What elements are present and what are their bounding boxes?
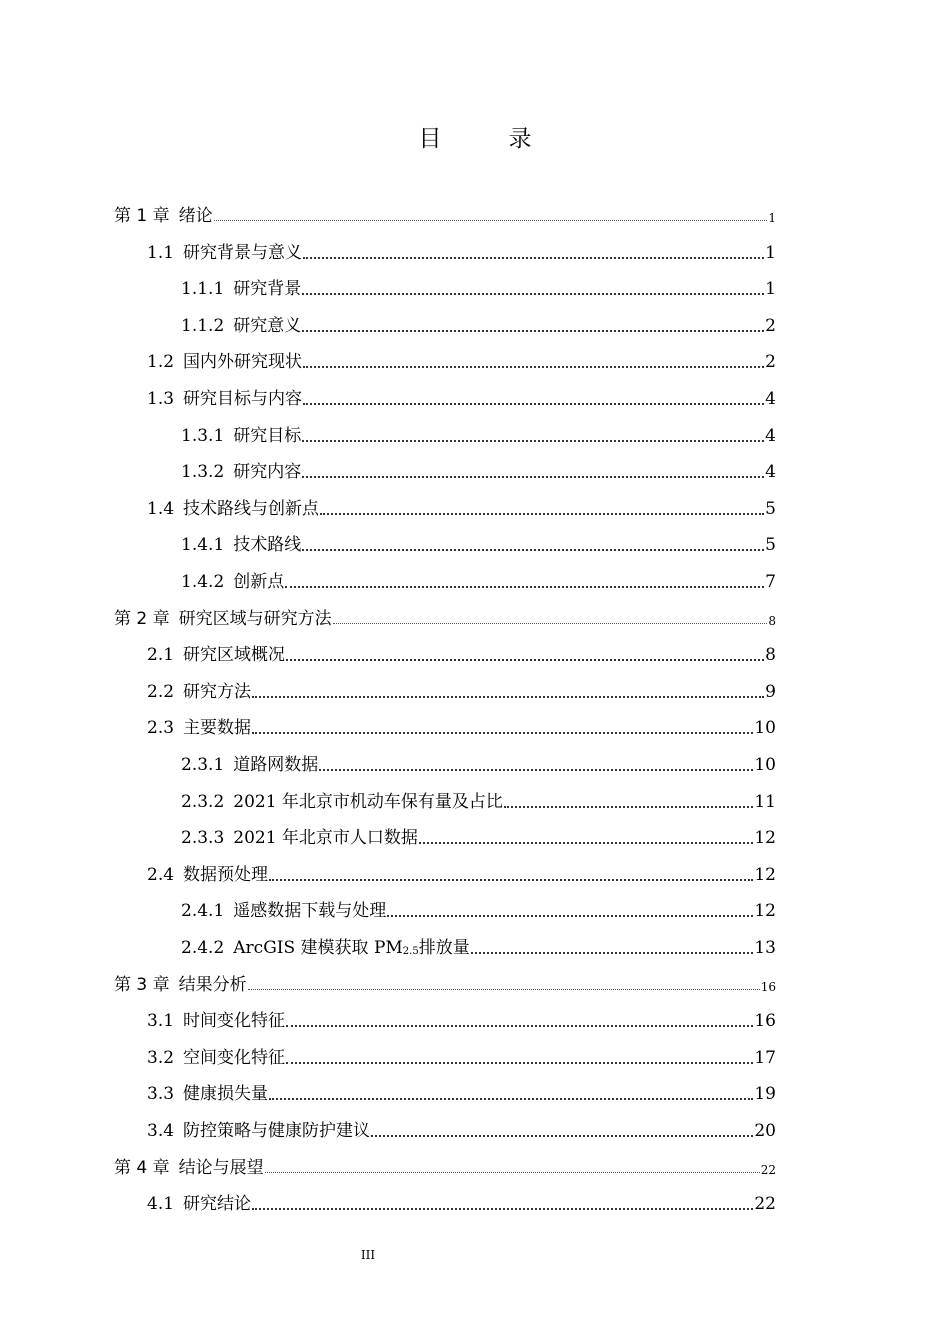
- toc-entry-title: 研究结论: [183, 1194, 252, 1214]
- dot-leader: [248, 988, 760, 990]
- toc-entry[interactable]: [147, 379, 776, 409]
- toc-entry-title-part: ArcGIS 建模获取 PM: [233, 938, 403, 958]
- toc-entry-page: 4: [765, 462, 776, 482]
- toc-entry[interactable]: [147, 1074, 776, 1104]
- toc-entry[interactable]: [147, 1111, 776, 1141]
- toc-entry-page: 20: [754, 1121, 776, 1141]
- toc-entry-page: 11: [754, 792, 776, 812]
- toc-entry[interactable]: [181, 269, 776, 299]
- toc-entry-title: 研究目标与内容: [183, 389, 303, 409]
- toc-entry-number: 2.4.2: [181, 938, 225, 958]
- toc-entry-number: 1.3: [147, 389, 175, 409]
- toc-entry-page: 12: [754, 828, 776, 848]
- toc-entry-title: 2021 年北京市机动车保有量及占比: [233, 792, 503, 812]
- dot-leader: [319, 768, 753, 771]
- toc-entry[interactable]: [181, 306, 776, 336]
- toc-entry-title: 研究背景: [233, 279, 302, 299]
- dot-leader: [471, 951, 754, 954]
- toc-entry-page: 22: [754, 1194, 776, 1214]
- toc-entry-number: 2.3.2: [181, 792, 225, 812]
- toc-entry-subscript: 2.5: [402, 946, 419, 957]
- toc-entry-title: [233, 933, 469, 958]
- toc-entry-number: 3.1: [147, 1011, 175, 1031]
- toc-entry-page: 16: [754, 1011, 776, 1031]
- toc-entry[interactable]: [147, 1184, 776, 1214]
- toc-entry-title: 研究背景与意义: [183, 243, 303, 263]
- toc-entry-title: 研究目标: [233, 426, 302, 446]
- toc-entry-title: 空间变化特征: [183, 1048, 286, 1068]
- toc-entry-page: 12: [754, 865, 776, 885]
- dot-leader: [303, 365, 764, 368]
- dot-leader: [285, 585, 764, 588]
- toc-entry-page: 12: [754, 901, 776, 921]
- dot-leader: [419, 841, 753, 844]
- toc-entry-title: 数据预处理: [183, 865, 269, 885]
- toc-entry-page: 19: [754, 1084, 776, 1104]
- toc-entry-title: 绪论: [178, 206, 213, 226]
- toc-entry-page: 10: [754, 718, 776, 738]
- dot-leader: [302, 439, 764, 442]
- toc-entry-number: 1.2: [147, 352, 175, 372]
- dot-leader: [269, 1097, 753, 1100]
- toc-entry-title: 研究区域与研究方法: [178, 609, 332, 629]
- toc-entry[interactable]: [147, 1038, 776, 1068]
- dot-leader: [333, 622, 768, 624]
- toc-entry[interactable]: [181, 745, 776, 775]
- toc-entry-title: 结果分析: [178, 975, 247, 995]
- toc-entry-title: 2021 年北京市人口数据: [233, 828, 418, 848]
- toc-entry-title: 研究内容: [233, 462, 302, 482]
- toc-entry-page: 2: [765, 352, 776, 372]
- dot-leader: [302, 548, 764, 551]
- page-title: 目 录: [418, 126, 554, 152]
- toc-entry-title: 技术路线与创新点: [183, 499, 320, 519]
- toc-entry-number: 第 2 章: [114, 609, 170, 629]
- toc-entry-number: 1.4: [147, 499, 175, 519]
- toc-entry-page: 5: [765, 535, 776, 555]
- toc-entry[interactable]: [181, 891, 776, 921]
- dot-leader: [286, 658, 764, 661]
- toc-entry-page: 16: [760, 980, 776, 994]
- toc-entry[interactable]: [114, 599, 776, 629]
- toc-entry[interactable]: [147, 489, 776, 519]
- toc-entry[interactable]: [114, 196, 776, 226]
- page-number: III: [360, 1248, 376, 1262]
- toc-entry-number: 2.4: [147, 865, 175, 885]
- toc-entry-number: 2.3.3: [181, 828, 225, 848]
- toc-entry[interactable]: [147, 342, 776, 372]
- dot-leader: [302, 292, 764, 295]
- toc-entry-number: 1.3.2: [181, 462, 225, 482]
- dot-leader: [303, 402, 764, 405]
- toc-entry[interactable]: [114, 1148, 776, 1178]
- toc-entry-title: 时间变化特征: [183, 1011, 286, 1031]
- dot-leader: [302, 475, 764, 478]
- toc-entry-title: 主要数据: [183, 718, 252, 738]
- dot-leader: [252, 1207, 753, 1210]
- toc-entry-number: 3.3: [147, 1084, 175, 1104]
- toc-entry-title: 技术路线: [233, 535, 302, 555]
- toc-entry-title: 研究意义: [233, 316, 302, 336]
- toc-entry-title: 健康损失量: [183, 1084, 269, 1104]
- toc-entry-page: 1: [768, 211, 776, 225]
- toc-entry-number: 2.3.1: [181, 755, 225, 775]
- toc-entry-page: 13: [754, 938, 776, 958]
- toc-entry-number: 2.1: [147, 645, 175, 665]
- toc-entry-page: 8: [765, 645, 776, 665]
- dot-leader: [387, 914, 753, 917]
- toc-entry-page: 7: [765, 572, 776, 592]
- toc-entry[interactable]: [147, 233, 776, 263]
- toc-entry-page: 10: [754, 755, 776, 775]
- toc-entry-number: 1.1.2: [181, 316, 225, 336]
- toc-entry-page: 1: [765, 279, 776, 299]
- toc-entry[interactable]: [147, 1001, 776, 1031]
- dot-leader: [252, 731, 753, 734]
- toc-entry-page: 9: [765, 682, 776, 702]
- toc-entry-number: 第 3 章: [114, 975, 170, 995]
- toc-entry[interactable]: [147, 855, 776, 885]
- toc-entry-title: 研究方法: [183, 682, 252, 702]
- toc-entry-page: 8: [768, 614, 776, 628]
- dot-leader: [504, 805, 753, 808]
- dot-leader: [252, 695, 764, 698]
- toc-entry-number: 3.2: [147, 1048, 175, 1068]
- toc-entry-page: 1: [765, 243, 776, 263]
- dot-leader: [214, 219, 768, 221]
- toc-entry-title: 创新点: [233, 572, 285, 592]
- toc-entry-title: 研究区域概况: [183, 645, 286, 665]
- toc-entry[interactable]: [181, 562, 776, 592]
- toc-entry-number: 1.4.2: [181, 572, 225, 592]
- toc-entry[interactable]: [114, 965, 776, 995]
- dot-leader: [320, 512, 764, 515]
- toc-entry-number: 2.3: [147, 718, 175, 738]
- toc-entry-page: 4: [765, 426, 776, 446]
- toc-entry-number: 4.1: [147, 1194, 175, 1214]
- toc-entry-title: 道路网数据: [233, 755, 319, 775]
- toc-entry-number: 1.3.1: [181, 426, 225, 446]
- toc-entry-title: 防控策略与健康防护建议: [183, 1121, 371, 1141]
- toc-entry-page: 2: [765, 316, 776, 336]
- toc-entry-page: 17: [754, 1048, 776, 1068]
- toc-entry-number: 1.1.1: [181, 279, 225, 299]
- dot-leader: [286, 1024, 753, 1027]
- dot-leader: [269, 878, 753, 881]
- dot-leader: [303, 256, 764, 259]
- dot-leader: [265, 1171, 760, 1173]
- toc-entry-title: 国内外研究现状: [183, 352, 303, 372]
- toc-entry-number: 1.1: [147, 243, 175, 263]
- toc-entry-title: 结论与展望: [178, 1158, 264, 1178]
- toc-entry[interactable]: [147, 672, 776, 702]
- toc-entry-number: 第 4 章: [114, 1158, 170, 1178]
- toc-entry[interactable]: [181, 525, 776, 555]
- toc-entry[interactable]: [181, 818, 776, 848]
- toc-entry-number: 3.4: [147, 1121, 175, 1141]
- toc-entry[interactable]: [147, 635, 776, 665]
- toc-entry[interactable]: [181, 782, 776, 812]
- toc-entry-title-part: 排放量: [418, 938, 470, 958]
- toc-entry[interactable]: [181, 452, 776, 482]
- toc-entry[interactable]: [181, 416, 776, 446]
- toc-entry-number: 2.2: [147, 682, 175, 702]
- dot-leader: [371, 1134, 753, 1137]
- toc-entry-page: 4: [765, 389, 776, 409]
- toc-entry-page: 5: [765, 499, 776, 519]
- dot-leader: [302, 329, 764, 332]
- toc-entry-page: 22: [760, 1163, 776, 1177]
- toc-entry[interactable]: [147, 708, 776, 738]
- toc-entry-number: 2.4.1: [181, 901, 225, 921]
- toc-entry-number: 1.4.1: [181, 535, 225, 555]
- toc-entry-number: 第 1 章: [114, 206, 170, 226]
- dot-leader: [286, 1061, 753, 1064]
- toc-entry-title: 遥感数据下载与处理: [233, 901, 387, 921]
- toc-entry[interactable]: [181, 928, 776, 958]
